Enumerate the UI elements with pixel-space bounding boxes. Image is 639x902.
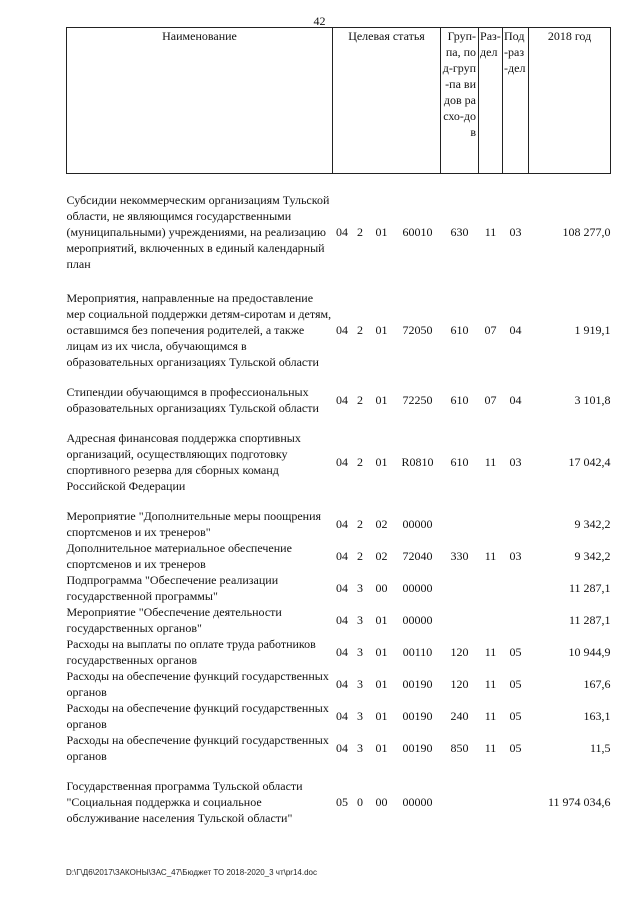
row-section: 11 — [484, 741, 497, 755]
row-code-c: 01 — [375, 709, 388, 723]
row-name: Мероприятия, направленные на предоставление мер социальной поддержки детям-сиротам и детям, оставшимся без попечения родителей, а также лицам из их числа, обучающимся в образовательных организациях Тульской области — [66, 291, 332, 369]
row-subsection — [503, 604, 529, 636]
row-amount: 9 342,2 — [574, 517, 611, 531]
row-group — [441, 508, 479, 540]
header-name: Наименование — [67, 28, 333, 174]
row-code-b: 2 — [357, 225, 363, 239]
row-section: 11 — [484, 225, 497, 239]
row-amount: 17 042,4 — [568, 455, 611, 469]
row-name: Расходы на обеспечение функций государственных органов — [66, 733, 329, 763]
row-code-d: 00000 — [402, 613, 433, 627]
row-code-d: 00000 — [402, 581, 433, 595]
row-group: 120 — [450, 677, 469, 691]
budget-table-container — [66, 27, 610, 826]
row-subsection: 05 — [509, 645, 522, 659]
header-target-article: Целевая статья — [333, 28, 441, 174]
row-section: 07 — [484, 323, 497, 337]
row-name: Подпрограмма "Обеспечение реализации государственной программы" — [66, 573, 279, 603]
row-code-d: 00000 — [402, 517, 433, 531]
row-code-b: 2 — [357, 393, 363, 407]
row-group: 120 — [450, 645, 469, 659]
table-row — [67, 430, 611, 494]
row-code-c: 01 — [375, 323, 388, 337]
row-code-c: 01 — [375, 455, 388, 469]
row-subsection — [503, 778, 529, 826]
table-row — [67, 668, 611, 700]
row-code-c: 01 — [375, 393, 388, 407]
row-name: Мероприятие "Дополнительные меры поощрения спортсменов и их тренеров" — [66, 509, 322, 539]
row-code-d: 60010 — [402, 225, 433, 239]
row-code-c: 01 — [375, 677, 388, 691]
row-amount: 9 342,2 — [574, 549, 611, 563]
row-code-d: 72040 — [402, 549, 433, 563]
row-amount: 11 287,1 — [568, 613, 611, 627]
row-code-b: 2 — [357, 549, 363, 563]
table-row — [67, 290, 611, 370]
row-name: Мероприятие "Обеспечение деятельности государственных органов" — [66, 605, 282, 635]
row-group: 240 — [450, 709, 469, 723]
row-amount: 11 974 034,6 — [547, 795, 611, 809]
row-subsection: 03 — [509, 549, 522, 563]
row-code-c: 02 — [375, 517, 388, 531]
table-row — [67, 540, 611, 572]
row-subsection: 03 — [509, 225, 522, 239]
row-name: Стипендии обучающимся в профессиональных образовательных организациях Тульской области — [66, 385, 319, 415]
row-amount: 10 944,9 — [568, 645, 611, 659]
row-group — [441, 778, 479, 826]
row-code-a: 04 — [336, 581, 348, 595]
row-code-b: 3 — [357, 741, 363, 755]
row-code-c: 01 — [375, 741, 388, 755]
row-amount: 3 101,8 — [574, 393, 611, 407]
page-number: 42 — [313, 14, 326, 28]
row-code-b: 2 — [357, 517, 363, 531]
row-code-d: 00190 — [402, 677, 433, 691]
row-section — [479, 508, 503, 540]
row-code-a: 04 — [336, 709, 348, 723]
budget-table — [66, 27, 611, 826]
row-code-a: 04 — [336, 323, 348, 337]
row-name: Расходы на обеспечение функций государственных органов — [66, 669, 329, 699]
row-code-c: 00 — [375, 581, 388, 595]
row-section: 11 — [484, 709, 497, 723]
row-amount: 108 277,0 — [562, 225, 611, 239]
row-subsection: 05 — [509, 677, 522, 691]
row-group — [441, 604, 479, 636]
header-amount: 2018 год — [529, 28, 611, 174]
row-group: 850 — [450, 741, 469, 755]
row-code-d: 72050 — [402, 323, 433, 337]
row-section — [479, 778, 503, 826]
row-group: 610 — [450, 455, 469, 469]
row-subsection: 04 — [509, 323, 522, 337]
row-code-d: R0810 — [401, 455, 434, 469]
table-row — [67, 192, 611, 272]
row-name: Адресная финансовая поддержка спортивных организаций, осуществляющих подготовку спортивного резерва для сборных команд Российской Федерации — [66, 431, 301, 493]
row-group: 610 — [450, 393, 469, 407]
row-section — [479, 604, 503, 636]
row-section: 07 — [484, 393, 497, 407]
row-group: 330 — [450, 549, 469, 563]
row-code-d: 00000 — [402, 795, 433, 809]
row-code-b: 3 — [357, 677, 363, 691]
row-code-a: 04 — [336, 225, 348, 239]
table-row — [67, 778, 611, 826]
row-section: 11 — [484, 549, 497, 563]
row-section: 11 — [484, 455, 497, 469]
row-code-b: 2 — [357, 323, 363, 337]
row-code-b: 3 — [357, 581, 363, 595]
row-code-a: 04 — [336, 517, 348, 531]
header-group: Груп-па, под-груп-па видов расхо-дов — [441, 28, 479, 174]
table-row — [67, 732, 611, 764]
row-subsection: 04 — [509, 393, 522, 407]
row-amount: 167,6 — [583, 677, 611, 691]
row-code-d: 72250 — [402, 393, 433, 407]
row-subsection: 05 — [509, 741, 522, 755]
row-subsection: 03 — [509, 455, 522, 469]
row-code-c: 00 — [375, 795, 388, 809]
row-code-a: 05 — [336, 795, 348, 809]
row-code-d: 00190 — [402, 741, 433, 755]
row-subsection — [503, 508, 529, 540]
row-code-a: 04 — [336, 677, 348, 691]
table-row — [67, 604, 611, 636]
row-section — [479, 572, 503, 604]
row-code-a: 04 — [336, 613, 348, 627]
table-row — [67, 700, 611, 732]
header-section: Раз-дел — [479, 28, 503, 174]
row-code-a: 04 — [336, 549, 348, 563]
row-amount: 163,1 — [583, 709, 611, 723]
table-row — [67, 572, 611, 604]
row-subsection: 05 — [509, 709, 522, 723]
row-amount: 11 287,1 — [568, 581, 611, 595]
row-code-c: 01 — [375, 225, 388, 239]
row-code-b: 3 — [357, 645, 363, 659]
table-header-row — [67, 28, 611, 174]
row-group: 630 — [450, 225, 469, 239]
table-row — [67, 508, 611, 540]
row-name: Дополнительное материальное обеспечение спортсменов и их тренеров — [66, 541, 292, 571]
row-code-a: 04 — [336, 455, 348, 469]
footer-file-path: D:\Г\Д6\2017\ЗАКОНЫ\ЗАС_47\Бюджет ТО 2018-2020_3 чт\pr14.doc — [66, 868, 317, 877]
row-code-a: 04 — [336, 393, 348, 407]
row-group: 610 — [450, 323, 469, 337]
row-code-b: 0 — [357, 795, 363, 809]
row-amount: 1 919,1 — [574, 323, 611, 337]
row-name: Расходы на выплаты по оплате труда работников государственных органов — [66, 637, 316, 667]
row-name: Государственная программа Тульской области "Социальная поддержка и социальное обслуживание населения Тульской области" — [66, 779, 303, 825]
row-code-a: 04 — [336, 645, 348, 659]
row-code-a: 04 — [336, 741, 348, 755]
row-section: 11 — [484, 677, 497, 691]
row-code-d: 00190 — [402, 709, 433, 723]
row-name: Субсидии некоммерческим организациям Тульской области, не являющимся государственными (муниципальными) учреждениями, на реализацию мероприятий, включенных в единый календарный план — [66, 193, 330, 271]
row-code-b: 3 — [357, 613, 363, 627]
row-code-c: 02 — [375, 549, 388, 563]
row-amount: 11,5 — [589, 741, 611, 755]
table-row — [67, 636, 611, 668]
table-row — [67, 384, 611, 416]
row-name: Расходы на обеспечение функций государственных органов — [66, 701, 329, 731]
row-code-b: 2 — [357, 455, 363, 469]
header-subsection: Под-раз-дел — [503, 28, 529, 174]
row-code-b: 3 — [357, 709, 363, 723]
row-subsection — [503, 572, 529, 604]
row-section: 11 — [484, 645, 497, 659]
row-code-d: 00110 — [402, 645, 433, 659]
row-code-c: 01 — [375, 613, 388, 627]
row-group — [441, 572, 479, 604]
row-code-c: 01 — [375, 645, 388, 659]
